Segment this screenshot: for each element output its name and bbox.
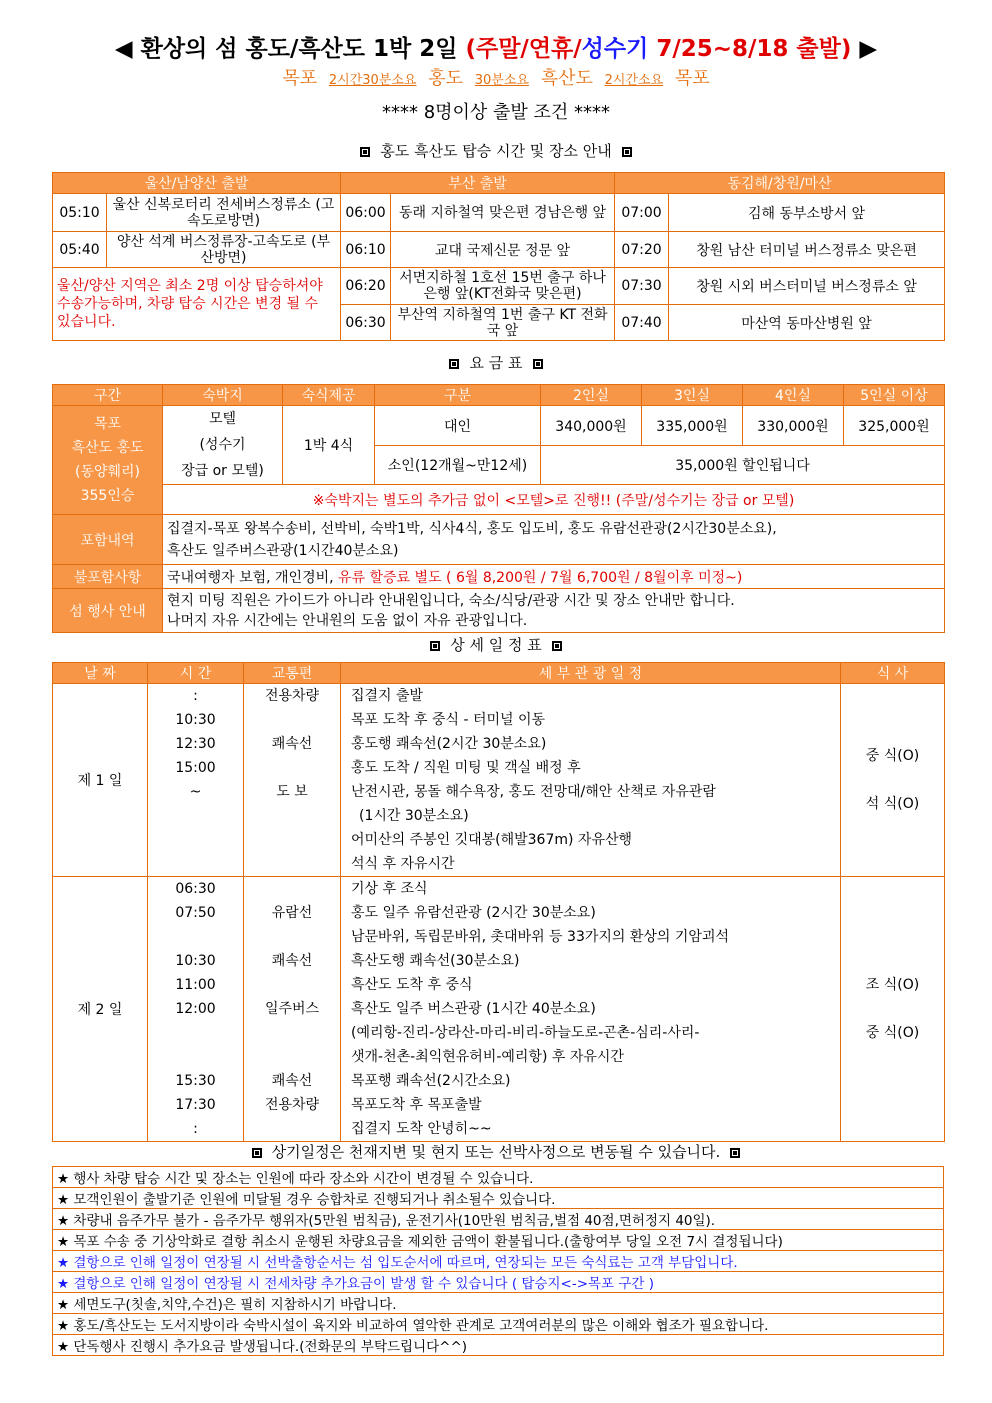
- guide-line: 현지 미팅 직원은 가이드가 아니라 안내원입니다, 숙소/식당/관광 시간 및 장소 안내만 합니다.: [167, 592, 735, 609]
- column-header: 구분: [375, 385, 541, 406]
- route-line-text: (동양훼리): [74, 464, 141, 480]
- fees-table: [52, 384, 945, 633]
- detail-line: 목포행 쾌속선(2시간소요): [351, 1073, 511, 1089]
- departure-condition: **** 8명이상 출발 조건 ****: [381, 102, 611, 123]
- boarding-place: 서면지하철 1호선 15번 출구 하나은행 앞(KT전화국 맞은편): [391, 268, 615, 305]
- note-text: ★ 차량내 음주가무 불가 - 음주가무 행위자(5만원 범칙금), 운전기사(10만원 범칙금,벌점 40점,면허정지 40일).: [53, 1209, 944, 1230]
- title-dates: 7/25~8/18 출발): [648, 36, 852, 62]
- detail-line: 목포 도착 후 중식 - 터미널 이동: [351, 712, 546, 728]
- price-cell: 325,000원: [844, 406, 945, 446]
- detail-line: 흑산도행 쾌속선(30분소요): [351, 953, 520, 969]
- boarding-place: 창원 남산 터미널 버스정류소 맞은편: [669, 232, 945, 268]
- boarding-time: 05:40: [53, 232, 107, 268]
- detail-line: 남문바위, 독립문바위, 촛대바위 등 33가지의 환상의 기암괴석: [351, 929, 729, 945]
- route-stop: 목포: [282, 68, 318, 89]
- column-header: 5인실 이상: [844, 385, 945, 406]
- detail-line: 석식 후 자유시간: [351, 856, 455, 872]
- detail-line: (1시간 30분소요): [359, 808, 469, 824]
- included-cell: [163, 515, 945, 565]
- transport-cell: [248, 877, 336, 901]
- fuel-surcharge: 유류 할증료 별도 ( 6월 8,200원 / 7월 6,700원 / 8월이후 미정~): [338, 569, 743, 586]
- detail-line: 홍도행 쾌속선(2시간 30분소요): [351, 736, 547, 752]
- meals-cell: 1박 4식: [283, 406, 375, 485]
- transport-cell: 전용차량: [264, 688, 320, 704]
- route-duration: 2시간소요: [604, 73, 664, 88]
- note-text: ★ 결항으로 인해 일정이 연장될 시 선박출항순서는 섬 입도순서에 따르며, 연장되는 모든 숙식료는 고객 부담입니다.: [53, 1251, 944, 1272]
- detail-line: 흑산도 일주 버스관광 (1시간 40분소요): [351, 1001, 596, 1017]
- square-bullet-icon: [622, 147, 632, 157]
- transport-cell: 전용차량: [264, 1097, 320, 1113]
- boarding-title-text: 홍도 흑산도 탑승 시간 및 장소 안내: [380, 142, 612, 160]
- transport-cell: [248, 925, 336, 949]
- square-bullet-icon: [533, 359, 543, 369]
- time-cell: 10:30: [175, 953, 216, 969]
- detail-line: 집결지 출발: [351, 688, 424, 704]
- boarding-time: 07:00: [615, 194, 669, 232]
- time-cell: 07:50: [175, 905, 216, 921]
- time-cell: [152, 925, 239, 949]
- boarding-time: 06:00: [341, 194, 391, 232]
- note-row: [53, 1335, 944, 1356]
- transport-cell: 일주버스: [264, 1001, 320, 1017]
- guide-cell: [163, 589, 945, 633]
- guide-label: 섬 행사 안내: [53, 589, 163, 633]
- meal-cell: 중 식(O): [865, 748, 920, 764]
- route-stop: 홍도: [428, 68, 463, 89]
- included-label: 포함내역: [53, 515, 163, 565]
- route-duration: 2시간30분소요: [328, 73, 417, 88]
- note-text: ★ 결항으로 인해 일정이 연장될 시 전세차량 추가요금이 발생 할 수 있습니다 ( 탑승지<->목포 구간 ): [53, 1272, 944, 1293]
- note-row: [53, 1209, 944, 1230]
- detail-line: 기상 후 조식: [351, 881, 428, 897]
- square-bullet-icon: [449, 359, 459, 369]
- boarding-time: 06:10: [341, 232, 391, 268]
- day2-row: [53, 877, 945, 1142]
- lodging-line: (성수기: [199, 437, 246, 453]
- fees-section-title: [0, 352, 992, 373]
- notes-table: [52, 1166, 944, 1356]
- price-cell: 340,000원: [541, 406, 642, 446]
- schedule-section-title: [0, 634, 992, 655]
- boarding-place: 양산 석계 버스정류장-고속도로 (부산방면): [107, 232, 341, 268]
- route-line-text: 355인승: [80, 488, 135, 504]
- boarding-place: 창원 시외 버스터미널 버스정류소 앞: [669, 268, 945, 305]
- route-line-text: 흑산도 홍도: [71, 440, 144, 456]
- ulsan-warning-note: 울산/양산 지역은 최소 2명 이상 탑승하셔야 수송가능하며, 차량 탑승 시간은 변경 될 수 있습니다.: [53, 268, 341, 341]
- column-header: 날 짜: [53, 663, 148, 684]
- column-header: 숙식제공: [283, 385, 375, 406]
- excluded-cell: [163, 565, 945, 589]
- title-end: ▶: [851, 36, 878, 62]
- excluded-label: 불포함사항: [53, 565, 163, 589]
- day-label: 제 1 일: [53, 684, 148, 877]
- adult-label: 대인: [375, 406, 541, 446]
- time-cell: ~: [189, 784, 202, 800]
- transport-cell: [248, 973, 336, 997]
- detail-line: (예리항-진리-상라산-마리-비리-하늘도로-곤촌-심리-사리-: [351, 1025, 700, 1041]
- boarding-place: 동래 지하철역 맞은편 경남은행 앞: [391, 194, 615, 232]
- note-text: ★ 모객인원이 출발기준 인원에 미달될 경우 승합차로 진행되거나 취소될수 있습니다.: [53, 1188, 944, 1209]
- note-text: ★ 행사 차량 탑승 시간 및 장소는 인원에 따라 장소와 시간이 변경될 수 있습니다.: [53, 1167, 944, 1188]
- note-text: ★ 홍도/흑산도는 도서지방이라 숙박시설이 육지와 비교하여 열악한 관계로 고객여러분의 많은 이해와 협조가 필요합니다.: [53, 1314, 944, 1335]
- note-text: ★ 목포 수송 중 기상악화로 결항 취소시 운행된 차량요금을 제외한 금액이 환불됩니다.(출항여부 당일 오전 7시 결정됩니다): [53, 1230, 944, 1251]
- note-row: [53, 1230, 944, 1251]
- lodging-line: 장급 or 모텔): [181, 463, 264, 479]
- day2-details: [341, 877, 841, 1142]
- note-row: [53, 1293, 944, 1314]
- transport-cell: 쾌속선: [271, 1073, 313, 1089]
- note-text: ★ 세면도구(칫솔,치약,수건)은 필히 지참하시기 바랍니다.: [53, 1293, 944, 1314]
- boarding-time: 05:10: [53, 194, 107, 232]
- time-cell: 12:00: [175, 1001, 216, 1017]
- column-header: 3인실: [642, 385, 743, 406]
- square-bullet-icon: [360, 147, 370, 157]
- detail-line: 난전시관, 몽돌 해수욕장, 홍도 전망대/해안 산책로 자유관람: [351, 784, 716, 800]
- meal-cell: 중 식(O): [865, 1025, 920, 1041]
- column-header: 울산/남양산 출발: [53, 173, 341, 194]
- transport-cell: [248, 1021, 336, 1045]
- square-bullet-icon: [252, 1148, 262, 1158]
- day1-row: [53, 684, 945, 877]
- price-cell: 330,000원: [743, 406, 844, 446]
- note-text: ★ 단독행사 진행시 추가요금 발생됩니다.(전화문의 부탁드립니다^^): [53, 1335, 944, 1356]
- route-cell: [53, 406, 163, 515]
- lodging-line: 모텔: [208, 411, 237, 427]
- lodging-cell: [163, 406, 283, 485]
- route-duration: 30분소요: [474, 73, 529, 88]
- day2-times: [148, 877, 244, 1142]
- boarding-time: 07:20: [615, 232, 669, 268]
- column-header: 세 부 관 광 일 정: [341, 663, 841, 684]
- note-row: [53, 1188, 944, 1209]
- column-header: 숙박지: [163, 385, 283, 406]
- boarding-time: 07:30: [615, 268, 669, 305]
- meal-cell: 석 식(O): [865, 796, 920, 812]
- excluded-text: 국내여행자 보험, 개인경비,: [167, 569, 339, 586]
- time-cell: 10:30: [175, 712, 216, 728]
- lodging-note: ※숙박지는 별도의 추가금 없이 <모텔>로 진행!! (주말/성수기는 장급 or 모텔): [163, 485, 945, 515]
- detail-line: 집결지 도착 안녕히~~: [351, 1121, 492, 1137]
- transport-cell: [248, 1117, 336, 1141]
- schedule-table: [52, 662, 945, 1142]
- time-cell: 15:30: [175, 1073, 216, 1089]
- day2-meals: [841, 877, 945, 1142]
- boarding-place: 울산 신복로터리 전세버스정류소 (고속도로방면): [107, 194, 341, 232]
- time-cell: 06:30: [175, 881, 216, 897]
- square-bullet-icon: [552, 641, 562, 651]
- transport-cell: 쾌속선: [271, 953, 313, 969]
- transport-cell: 유람선: [271, 905, 313, 921]
- fees-title-text: 요 금 표: [469, 354, 523, 372]
- title-season: 성수기: [581, 36, 649, 62]
- column-header: 2인실: [541, 385, 642, 406]
- day2-transport: [244, 877, 341, 1142]
- note-row: [53, 1272, 944, 1293]
- square-bullet-icon: [730, 1148, 740, 1158]
- child-discount: 35,000원 할인됩니다: [541, 446, 945, 485]
- route-line: [0, 64, 992, 90]
- detail-line: 흑산도 도착 후 중식: [351, 977, 473, 993]
- time-cell: [152, 1045, 239, 1069]
- boarding-time: 06:20: [341, 268, 391, 305]
- note-row: [53, 1167, 944, 1188]
- column-header: 구간: [53, 385, 163, 406]
- time-cell: 11:00: [175, 977, 216, 993]
- time-cell: :: [193, 1121, 198, 1137]
- boarding-place: 교대 국제신문 정문 앞: [391, 232, 615, 268]
- column-header: 동김해/창원/마산: [615, 173, 945, 194]
- day1-meals: [841, 684, 945, 877]
- detail-line: 어미산의 주봉인 깃대봉(해발367m) 자유산행: [351, 832, 633, 848]
- meal-cell: 조 식(O): [865, 977, 920, 993]
- note-row: [53, 1314, 944, 1335]
- day1-transport: [244, 684, 341, 877]
- included-line: 집결지-목포 왕복수송비, 선박비, 숙박1박, 식사4식, 홍도 입도비, 홍도 유람선관광(2시간30분소요),: [167, 520, 777, 537]
- column-header: 식 사: [841, 663, 945, 684]
- note-row: [53, 1251, 944, 1272]
- time-cell: [152, 1021, 239, 1045]
- route-line-text: 목포: [93, 416, 122, 432]
- route-stop: 흑산도: [540, 68, 593, 89]
- detail-line: 홍도 도착 / 직원 미팅 및 객실 배정 후: [351, 760, 581, 776]
- route-stop: 목포: [674, 68, 710, 89]
- day-label: 제 2 일: [53, 877, 148, 1142]
- detail-line: 샛개-천촌-최익현유허비-예리항) 후 자유시간: [351, 1049, 624, 1065]
- boarding-place: 김해 동부소방서 앞: [669, 194, 945, 232]
- boarding-time: 06:30: [341, 305, 391, 341]
- schedule-footnote: [0, 1141, 992, 1162]
- boarding-table: [52, 172, 945, 341]
- boarding-time: 07:40: [615, 305, 669, 341]
- day1-details: [341, 684, 841, 877]
- column-header: 부산 출발: [341, 173, 615, 194]
- detail-line: 목포도착 후 목포출발: [351, 1097, 482, 1113]
- transport-cell: 도 보: [276, 784, 308, 800]
- boarding-place: 부산역 지하철역 1번 출구 KT 전화국 앞: [391, 305, 615, 341]
- square-bullet-icon: [430, 641, 440, 651]
- title-main: ◀ 환상의 섬 홍도/흑산도 1박 2일: [114, 36, 466, 62]
- transport-cell: [248, 1045, 336, 1069]
- included-line: 흑산도 일주버스관광(1시간40분소요): [167, 542, 399, 559]
- column-header: 교통편: [244, 663, 341, 684]
- guide-line: 나머지 자유 시간에는 안내원의 도움 없이 자유 관광입니다.: [167, 612, 528, 629]
- day1-times: [148, 684, 244, 877]
- transport-cell: [248, 708, 336, 732]
- column-header: 4인실: [743, 385, 844, 406]
- time-cell: :: [193, 688, 198, 704]
- boarding-place: 마산역 동마산병원 앞: [669, 305, 945, 341]
- column-header: 시 간: [148, 663, 244, 684]
- price-cell: 335,000원: [642, 406, 743, 446]
- transport-cell: [248, 756, 336, 780]
- time-cell: 12:30: [175, 736, 216, 752]
- transport-cell: 쾌속선: [271, 736, 313, 752]
- boarding-section-title: [0, 140, 992, 161]
- time-cell: 15:00: [175, 760, 216, 776]
- child-label: 소인(12개월~만12세): [375, 446, 541, 485]
- time-cell: 17:30: [175, 1097, 216, 1113]
- title-paren: (주말/연휴/: [465, 36, 582, 62]
- page-title: [0, 30, 992, 63]
- detail-line: 홍도 일주 유람선관광 (2시간 30분소요): [351, 905, 596, 921]
- schedule-title-text: 상 세 일 정 표: [450, 636, 542, 654]
- footnote-text: 상기일정은 천재지변 및 현지 또는 선박사정으로 변동될 수 있습니다.: [271, 1143, 721, 1161]
